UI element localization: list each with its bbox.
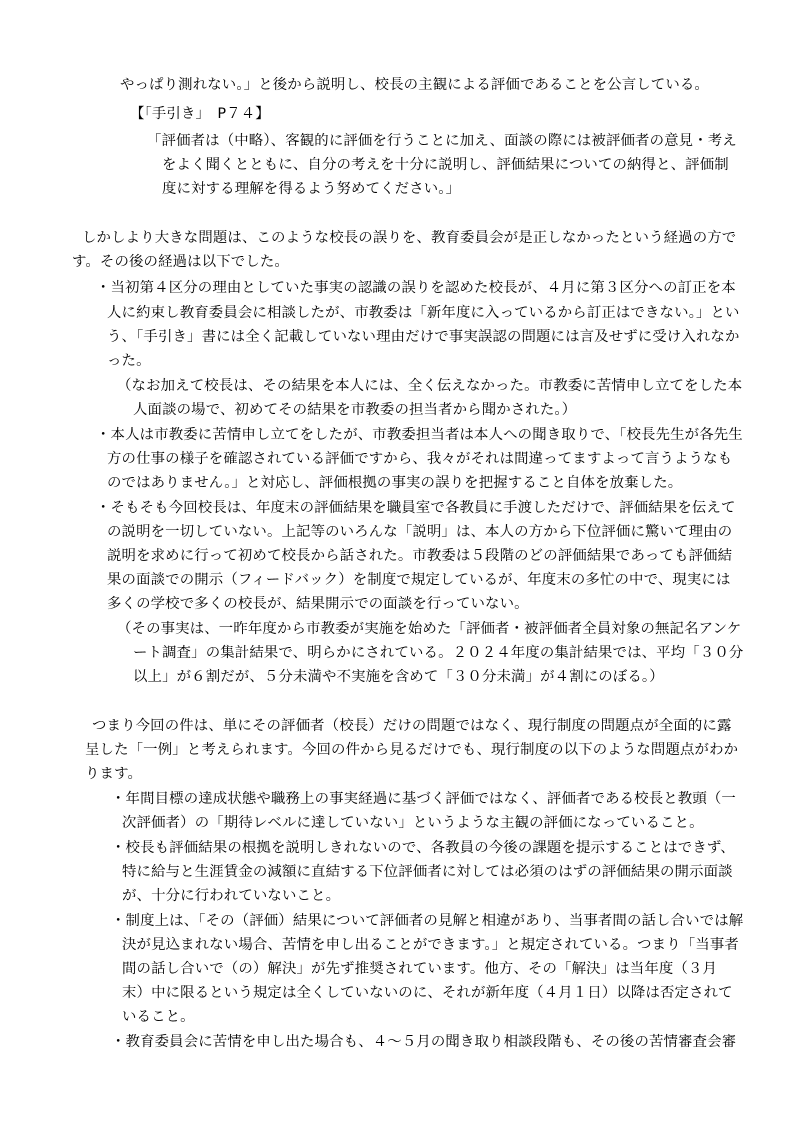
paragraph-line: 呈した「一例」と考えられます。今回の件から見るだけでも、現行制度の以下のような問題点がわか xyxy=(85,742,739,758)
bullet-continuation: 特に給与と生涯賃金の減額に直結する下位評価者に対しては必須のはずの評価結果の開示面談 xyxy=(122,864,733,880)
bullet-continuation: った。 xyxy=(107,353,151,369)
bullet-continuation: いること。 xyxy=(122,1009,195,1025)
paragraph-line: す。その後の経過は以下でした。 xyxy=(72,254,289,270)
bullet-continuation: 次評価者）の「期待レベルに達していない」というような主観の評価になっていること。 xyxy=(122,815,704,831)
quote-line: 「評価者は（中略）、客観的に評価を行うことに加え、面談の際には被評価者の意見・考え xyxy=(147,133,737,149)
bullet-item: ・校長も評価結果の根拠を説明しきれないので、各教員の今後の課題を提示することはできず、 xyxy=(111,840,735,856)
bullet-continuation: 決が見込まれない場合、苦情を申し出ることができます。」と規定されている。つまり「当事者 xyxy=(122,937,739,953)
note-line: （その事実は、一昨年度から市教委が実施を始めた「評価者・被評価者全員対象の無記名アンケ xyxy=(117,621,742,637)
bullet-continuation: 末）中に限るという規定は全くしていないのに、それが新年度（４月１日）以降は否定されて xyxy=(122,985,733,1001)
note-line: ート調査」の集計結果で、明らかにされている。２０２４年度の集計結果では、平均「３０分 xyxy=(133,645,744,661)
bullet-continuation: 方の仕事の様子を確認されている評価ですから、我々がそれは間違ってますよって言うようなも xyxy=(107,451,733,467)
text-line: やっぱり測れない。」と後から説明し、校長の主観による評価であることを公言している。 xyxy=(120,77,709,93)
bullet-continuation: 説明を求めに行って初めて校長から話された。市教委は５段階のどの評価結果であっても評価結 xyxy=(107,548,733,564)
quote-line: 度に対する理解を得るよう努めてください。」 xyxy=(162,181,461,197)
quote-line: をよく聞くとともに、自分の考えを十分に説明し、評価結果についての納得と、評価制 xyxy=(162,157,729,173)
note-line: 以上」が６割だが、５分未満や不実施を含めて「３０分未満」が４割にのぼる。） xyxy=(133,669,664,685)
bullet-item: ・そもそも今回校長は、年度末の評価結果を職員室で各教員に手渡しただけで、評価結果を伝えて xyxy=(96,500,736,516)
bullet-continuation: のではありません。」と対応し、評価根拠の事実の誤りを把握すること自体を放棄した。 xyxy=(107,475,683,491)
bullet-continuation: 人に約束し教育委員会に相談したが、市教委は「新年度に入っているから訂正はできない。」とい xyxy=(107,305,740,321)
note-line: （なお加えて校長は、その結果を本人には、全く伝えなかった。市教委に苦情申し立てをした本 xyxy=(117,378,743,394)
paragraph-line: しかしより大きな問題は、このような校長の誤りを、教育委員会が是正しなかったという経過の方で xyxy=(82,230,737,246)
bullet-item: ・当初第４区分の理由としていた事実の認識の誤りを認めた校長が、４月に第３区分への訂正を本 xyxy=(96,280,736,296)
reference-heading: 【「手引き」 P７４】 xyxy=(130,106,270,122)
bullet-continuation: う、「手引き」書には全く記載していない理由だけで事実誤認の問題には言及せずに受け入れなか xyxy=(107,329,740,345)
bullet-continuation: 間の話し合いで（の）解決」が先ず推奨されています。他方、その「解決」は当年度（３月 xyxy=(122,961,718,977)
bullet-continuation: の説明を一切していない。上記等のいろんな「説明」は、本人の方から下位評価に驚いて理由の xyxy=(107,524,733,540)
paragraph-line: ります。 xyxy=(85,766,143,782)
bullet-item: ・制度上は、「その（評価）結果について評価者の見解と相違があり、当事者間の話し合いでは解 xyxy=(111,913,744,929)
bullet-item: ・本人は市教委に苦情申し立てをしたが、市教委担当者は本人への聞き取りで、「校長先生が各先生 xyxy=(96,427,743,443)
bullet-continuation: が、十分に行われていないこと。 xyxy=(122,888,341,904)
bullet-continuation: 多くの学校で多くの校長が、結果開示での面談を行っていない。 xyxy=(107,596,529,612)
note-line: 人面談の場で、初めてその結果を市教委の担当者から聞かされた。） xyxy=(133,402,577,418)
paragraph-line: つまり今回の件は、単にその評価者（校長）だけの問題ではなく、現行制度の問題点が全面的に露 xyxy=(92,718,732,734)
bullet-item: ・年間目標の達成状態や職務上の事実経過に基づく評価ではなく、評価者である校長と教頭（一 xyxy=(111,791,736,807)
bullet-item: ・教育委員会に苦情を申し出た場合も、４～５月の聞き取り相談段階も、その後の苦情審査会審 xyxy=(111,1034,737,1050)
bullet-continuation: 果の面談での開示（フィードバック）を制度で規定しているが、年度末の多忙の中で、現実には xyxy=(107,572,731,588)
